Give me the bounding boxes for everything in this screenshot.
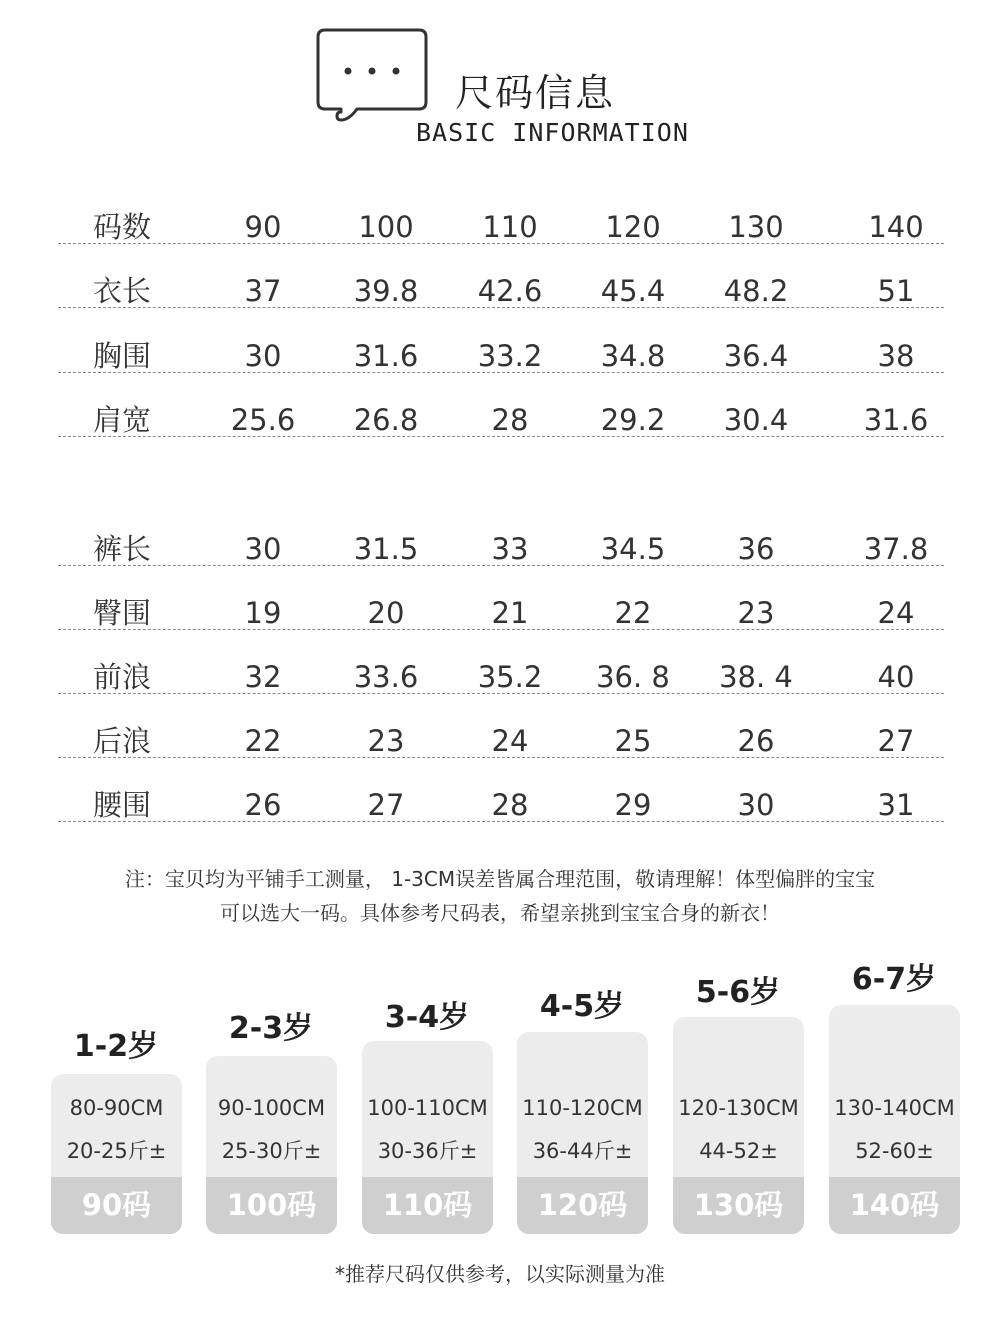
table-cell: 22 (244, 724, 282, 758)
table-cell: 38. 4 (719, 660, 793, 694)
table-row (58, 590, 944, 630)
size-badge: 130码 (673, 1177, 804, 1234)
size-column-header: 90 (244, 210, 282, 244)
table-cell: 28 (491, 403, 529, 437)
height-range: 130-140CM (834, 1096, 955, 1120)
table-cell: 26 (244, 788, 282, 822)
size-column-header: 140 (868, 210, 924, 244)
age-label: 2-3岁 (228, 1011, 314, 1046)
table-cell: 33.2 (477, 339, 543, 373)
row-label: 裤长 (93, 532, 152, 566)
weight-range: 36-44斤± (532, 1139, 633, 1163)
size-card (829, 1005, 960, 1234)
table-cell: 36 (737, 532, 775, 566)
table-cell: 26 (737, 724, 775, 758)
page-title: 尺码信息 (455, 71, 616, 115)
table-cell: 28 (491, 788, 529, 822)
table-cell: 31 (877, 788, 915, 822)
table-cell: 24 (491, 724, 529, 758)
speech-bubble-icon (315, 28, 429, 128)
size-column-header: 130 (728, 210, 784, 244)
table-cell: 25 (614, 724, 652, 758)
table-cell: 24 (877, 596, 915, 630)
note-line-2: 可以选大一码。具体参考尺码表，希望亲挑到宝宝合身的新衣！ (220, 901, 780, 925)
row-label: 胸围 (93, 339, 152, 373)
weight-range: 25-30斤± (221, 1139, 322, 1163)
table-row (58, 268, 944, 308)
table-cell: 45.4 (600, 274, 666, 308)
height-range: 90-100CM (217, 1096, 326, 1120)
table-cell: 34.5 (600, 532, 666, 566)
table-cell: 33.6 (353, 660, 419, 694)
table-cell: 38 (877, 339, 915, 373)
table-cell: 42.6 (477, 274, 543, 308)
table-cell: 34.8 (600, 339, 666, 373)
table-cell: 35.2 (477, 660, 543, 694)
size-card (362, 1041, 493, 1234)
row-label: 肩宽 (93, 403, 152, 437)
table-cell: 26.8 (353, 403, 419, 437)
table-cell: 29 (614, 788, 652, 822)
height-range: 110-120CM (522, 1096, 643, 1120)
table-row (58, 333, 944, 373)
table-cell: 27 (367, 788, 405, 822)
table-cell: 31.6 (863, 403, 929, 437)
size-badge: 100码 (206, 1177, 337, 1234)
size-badge: 120码 (517, 1177, 648, 1234)
table-cell: 33 (491, 532, 529, 566)
size-badge: 110码 (362, 1177, 493, 1234)
table-cell: 25.6 (230, 403, 296, 437)
table-row (58, 718, 944, 758)
age-label: 3-4岁 (384, 1000, 470, 1035)
size-column-header: 100 (358, 210, 414, 244)
size-card (206, 1056, 337, 1234)
age-label: 4-5岁 (539, 989, 625, 1024)
age-label: 5-6岁 (695, 975, 781, 1010)
table-cell: 31.6 (353, 339, 419, 373)
row-label: 臀围 (93, 596, 152, 630)
row-label: 前浪 (93, 660, 152, 694)
row-label: 后浪 (93, 724, 152, 758)
table-cell: 23 (367, 724, 405, 758)
footnote: *推荐尺码仅供参考，以实际测量为准 (335, 1262, 665, 1286)
table-cell: 51 (877, 274, 915, 308)
age-label: 1-2岁 (73, 1029, 159, 1064)
table-cell: 27 (877, 724, 915, 758)
table-header-row (58, 204, 944, 244)
table-cell: 36. 8 (596, 660, 670, 694)
table-cell: 36.4 (723, 339, 789, 373)
row-label: 衣长 (93, 274, 152, 308)
height-range: 80-90CM (69, 1096, 164, 1120)
table-cell: 29.2 (600, 403, 666, 437)
height-range: 120-130CM (678, 1096, 799, 1120)
page-subtitle: BASIC INFORMATION (416, 118, 689, 147)
table-cell: 30 (244, 532, 282, 566)
table-cell: 20 (367, 596, 405, 630)
table-cell: 30 (737, 788, 775, 822)
row-label: 腰围 (93, 788, 152, 822)
table-cell: 19 (244, 596, 282, 630)
size-badge: 140码 (829, 1177, 960, 1234)
table-cell: 31.5 (353, 532, 419, 566)
size-badge: 90码 (51, 1177, 182, 1234)
table-cell: 23 (737, 596, 775, 630)
weight-range: 30-36斤± (377, 1139, 478, 1163)
table-cell: 40 (877, 660, 915, 694)
table-cell: 48.2 (723, 274, 789, 308)
size-card (673, 1017, 804, 1234)
table-cell: 30 (244, 339, 282, 373)
table-cell: 32 (244, 660, 282, 694)
table-row (58, 654, 944, 694)
note-line-1: 注：宝贝均为平铺手工测量， 1-3CM误差皆属合理范围，敬请理解！体型偏胖的宝宝 (124, 867, 876, 891)
table-row (58, 397, 944, 437)
table-cell: 22 (614, 596, 652, 630)
size-column-header: 110 (482, 210, 538, 244)
size-card (517, 1032, 648, 1234)
table-cell: 21 (491, 596, 529, 630)
table-cell: 39.8 (353, 274, 419, 308)
weight-range: 44-52± (699, 1139, 778, 1163)
size-column-header: 120 (605, 210, 661, 244)
height-range: 100-110CM (367, 1096, 488, 1120)
weight-range: 20-25斤± (66, 1139, 167, 1163)
table-cell: 37 (244, 274, 282, 308)
age-label: 6-7岁 (851, 962, 937, 997)
row-label: 码数 (93, 210, 152, 244)
table-row (58, 526, 944, 566)
table-row (58, 782, 944, 822)
table-cell: 37.8 (863, 532, 929, 566)
size-card (51, 1074, 182, 1234)
table-cell: 30.4 (723, 403, 789, 437)
weight-range: 52-60± (855, 1139, 934, 1163)
